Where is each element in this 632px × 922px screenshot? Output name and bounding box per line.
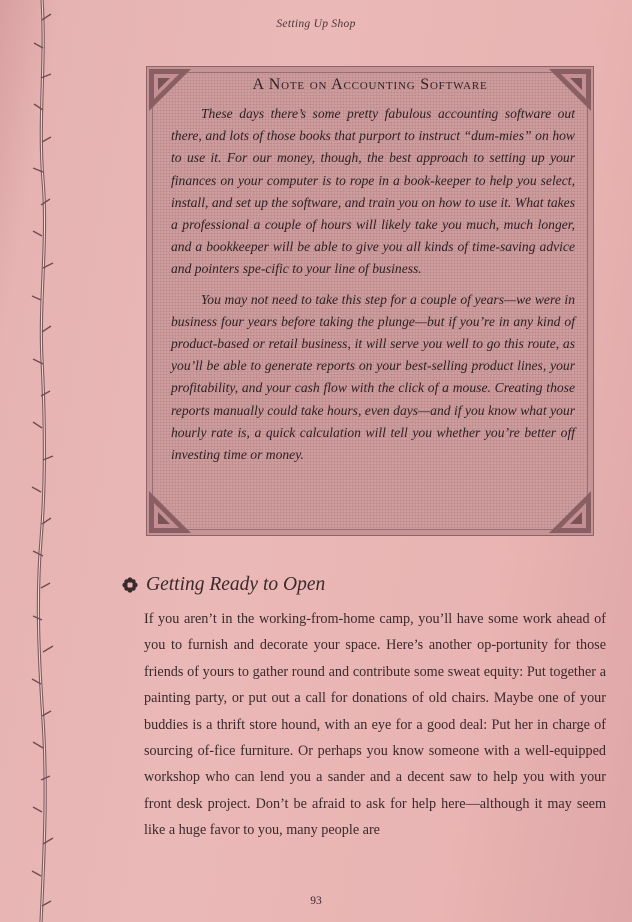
- body-paragraph: If you aren’t in the working-from-home camp, you’ll have some work ahead of you to furnish and decorate your space. Here’s another op-portunity for those friends of yours to gather round and contribute some sweat equity: Put together a painting party, or put out a call for donations of old chairs. Maybe one of your buddies is a thrift store hound, with an eye for a good deal: Put her in charge of sourcing of-fice furniture. Or perhaps you know someone with a well-equipped workshop who can lend you a sander and a decent saw to help you with your front desk project. Don’t be afraid to ask for help here—although it may seem like a huge favor to you, many people are: [144, 611, 606, 839]
- section-body: [144, 606, 606, 844]
- section-heading: [122, 574, 325, 596]
- note-body: [171, 103, 575, 466]
- section-heading-text: Getting Ready to Open: [146, 574, 326, 595]
- note-title: A Note on Accounting Software: [252, 76, 488, 93]
- vine-border-ornament: [22, 0, 62, 922]
- corner-ornament-icon: [547, 489, 593, 535]
- accounting-software-note-box: [146, 66, 594, 536]
- note-paragraph: These days there’s some pretty fabulous accounting software out there, and lots of those books that purport to instruct “dum-mies” on how to use it. For our money, though, the best approach to setting up your finances on your computer is to rope in a book-keeper to help you select, install, and set up the software, and train you on how to use it. What takes a professional a couple of hours will likely take you much, much longer, and a bookkeeper will be able to give you all kinds of time-saving advice and pointers spe-cific to your line of business.: [171, 106, 575, 277]
- note-paragraph: You may not need to take this step for a couple of years—we were in business four years before taking the plunge—but if you’re in any kind of product-based or retail business, it will serve you well to go this route, as you’ll be able to generate reports on your best-selling product lines, your profitability, and your cash flow with the click of a mouse. Creating those reports manually could take hours, even days—and if you know what your hourly rate is, a quick calculation will tell you whether you’re better off investing time or money.: [171, 291, 575, 463]
- corner-ornament-icon: [147, 489, 193, 535]
- flower-bullet-icon: [122, 577, 138, 593]
- page-number: 93: [310, 895, 322, 907]
- running-head: Setting Up Shop: [276, 18, 356, 30]
